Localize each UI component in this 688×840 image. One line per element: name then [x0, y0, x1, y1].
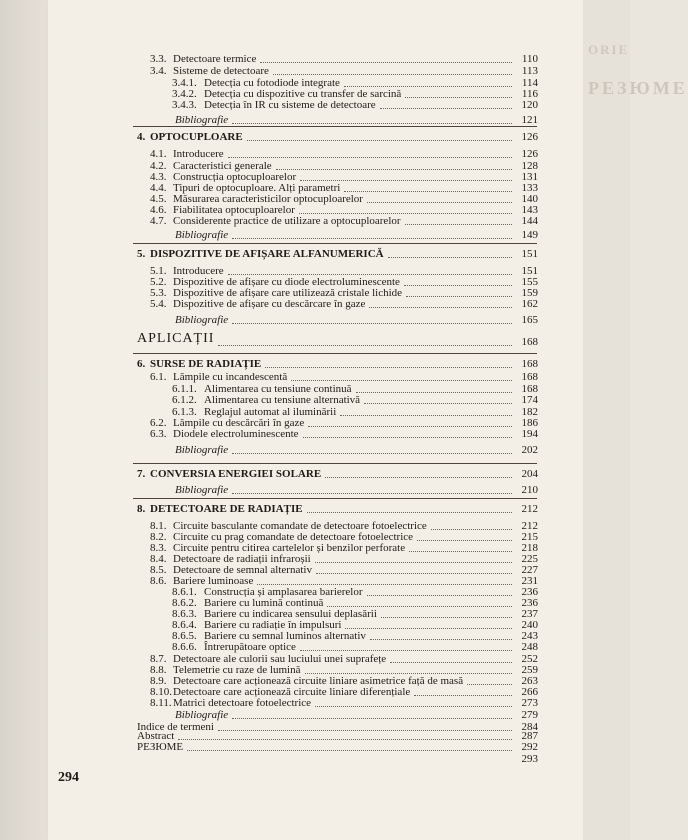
toc-number: 5.1. — [150, 265, 167, 277]
toc-page-number: 293 — [521, 753, 538, 765]
toc-number: 4.7. — [150, 215, 167, 227]
toc-number: 6.1.3. — [172, 406, 197, 418]
leader-dots — [187, 750, 512, 751]
toc-title: Introducere — [173, 265, 224, 277]
toc-page-number: 126 — [521, 148, 538, 160]
toc-entry — [137, 741, 183, 753]
leader-dots — [406, 296, 512, 297]
toc-entry — [150, 53, 256, 65]
toc-page-number: 144 — [521, 215, 538, 227]
toc-entry — [150, 697, 311, 709]
leader-dots — [273, 74, 512, 75]
bibliography-label: Bibliografie — [175, 229, 229, 241]
toc-number: 6. — [137, 358, 146, 370]
leader-dots — [307, 512, 512, 513]
toc-title: Fiabilitatea optocuploarelor — [173, 204, 295, 216]
toc-page-number: 236 — [521, 597, 538, 609]
toc-page-number: 168 — [521, 358, 538, 370]
facing-page-edge — [583, 0, 630, 840]
leader-dots — [356, 392, 512, 393]
leader-dots — [260, 62, 512, 63]
toc-number: 5.3. — [150, 287, 167, 299]
toc-page-number: 292 — [521, 741, 538, 753]
leader-dots — [308, 426, 512, 427]
toc-page-number: 237 — [521, 608, 538, 620]
chapter-title: DETECTOARE DE RADIAȚIE — [150, 503, 303, 515]
toc-page-number: 279 — [521, 709, 538, 721]
leader-dots — [340, 415, 512, 416]
toc-page-number: 225 — [521, 553, 538, 565]
toc-title: Detecția cu fotodiode integrate — [204, 77, 340, 89]
toc-title: Abstract — [137, 730, 175, 742]
bibliography-label: Bibliografie — [175, 114, 229, 126]
toc-page-number: 168 — [521, 371, 538, 383]
toc-number: 8.6.2. — [172, 597, 197, 609]
toc-number: 3.4. — [150, 65, 167, 77]
toc-number: 5. — [137, 248, 146, 260]
section-divider — [133, 498, 537, 499]
toc-number: 8.4. — [150, 553, 167, 565]
bibliography-label: Bibliografie — [175, 314, 229, 326]
toc-number: 8.10. — [150, 686, 172, 698]
toc-number: 6.2. — [150, 417, 167, 429]
toc-number: 6.1.2. — [172, 394, 197, 406]
toc-number: 8. — [137, 503, 146, 515]
toc-page-number: 114 — [521, 77, 538, 89]
toc-title: Întrerupătoare optice — [204, 641, 296, 653]
leader-dots — [228, 157, 512, 158]
toc-page-number: 240 — [521, 619, 538, 631]
leader-dots — [364, 403, 512, 404]
section-divider — [133, 126, 537, 127]
toc-title: Detectoare termice — [173, 53, 257, 65]
toc-page-number: 159 — [521, 287, 538, 299]
toc-title: Lămpile cu incandescentă — [173, 371, 288, 383]
toc-entry — [137, 468, 321, 480]
toc-title: Caracteristici generale — [173, 160, 272, 172]
toc-title: Construcția optocuploarelor — [173, 171, 297, 183]
leader-dots — [325, 477, 512, 478]
toc-title: Tipuri de optocuploare. Alți parametri — [173, 182, 341, 194]
toc-number: 8.6.4. — [172, 619, 197, 631]
toc-title: Dispozitive de afișare cu diode electroluminescente — [173, 276, 400, 288]
toc-number: 6.1.1. — [172, 383, 197, 395]
toc-title: Bariere cu radiație în impulsuri — [204, 619, 342, 631]
toc-entry — [137, 503, 303, 515]
toc-entry — [175, 444, 228, 456]
toc-title: Diodele electroluminescente — [173, 428, 299, 440]
toc-page-number: 113 — [521, 65, 538, 77]
toc-number: 4.3. — [150, 171, 167, 183]
toc-entry — [137, 358, 261, 370]
leader-dots — [405, 224, 512, 225]
toc-page-number: 121 — [521, 114, 538, 126]
page-number: 294 — [58, 770, 79, 785]
toc-number: 8.6.6. — [172, 641, 197, 653]
toc-page-number: 248 — [521, 641, 538, 653]
toc-page-number: 252 — [521, 653, 538, 665]
toc-page-number: 284 — [521, 721, 538, 733]
toc-title: Construcția și amplasarea barierelor — [204, 586, 363, 598]
toc-number: 4.4. — [150, 182, 167, 194]
leader-dots — [367, 202, 512, 203]
leader-dots — [367, 595, 512, 596]
toc-page-number: 116 — [521, 88, 538, 100]
toc-number: 8.7. — [150, 653, 167, 665]
leader-dots — [345, 628, 512, 629]
toc-number: 4.6. — [150, 204, 167, 216]
toc-title: Reglajul automat al iluminării — [204, 406, 337, 418]
leader-dots — [232, 323, 512, 324]
toc-entry — [137, 333, 214, 345]
toc-title: APLICAȚII — [137, 331, 215, 346]
toc-title: Alimentarea cu tensiune continuă — [204, 383, 352, 395]
leader-dots — [467, 684, 512, 685]
toc-title: PEЗЮМЕ — [137, 741, 184, 753]
toc-page-number: 231 — [521, 575, 538, 587]
leader-dots — [247, 140, 512, 141]
toc-entry — [150, 65, 269, 77]
leader-dots — [232, 123, 512, 124]
toc-page-number: 243 — [521, 630, 538, 642]
toc-title: Considerente practice de utilizare a optocuploarelor — [173, 215, 401, 227]
toc-page-number: 151 — [521, 248, 538, 260]
toc-number: 8.6.3. — [172, 608, 197, 620]
leader-dots — [232, 453, 512, 454]
toc-page-number: 202 — [521, 444, 538, 456]
leader-dots — [344, 86, 512, 87]
leader-dots — [305, 673, 513, 674]
toc-title: Detecția în IR cu sisteme de detectoare — [204, 99, 376, 111]
toc-title: Detecția cu dispozitive cu transfer de sarcină — [204, 88, 402, 100]
toc-entry — [150, 371, 287, 383]
toc-page-number: 210 — [521, 484, 538, 496]
leader-dots — [409, 551, 512, 552]
leader-dots — [291, 380, 512, 381]
leader-dots — [218, 345, 512, 346]
leader-dots — [414, 695, 512, 696]
toc-title: Bariere cu lumină continuă — [204, 597, 324, 609]
toc-page-number: 131 — [521, 171, 538, 183]
toc-page-number: 273 — [521, 697, 538, 709]
toc-page-number: 120 — [521, 99, 538, 111]
toc-entry — [175, 709, 228, 721]
toc-title: Sisteme de detectoare — [173, 65, 269, 77]
toc-page-number: 194 — [521, 428, 538, 440]
toc-number: 5.2. — [150, 276, 167, 288]
leader-dots — [431, 529, 512, 530]
toc-entry — [150, 298, 365, 310]
toc-number: 8.2. — [150, 531, 167, 543]
toc-title: Indice de termeni — [137, 721, 214, 733]
leader-dots — [232, 493, 512, 494]
toc-number: 8.8. — [150, 664, 167, 676]
toc-page-number: 186 — [521, 417, 538, 429]
toc-number: 4. — [137, 131, 146, 143]
toc-page-number: 182 — [521, 406, 538, 418]
leader-dots — [257, 584, 512, 585]
chapter-title: SURSE DE RADIAȚIE — [150, 358, 262, 370]
toc-entry — [172, 394, 360, 406]
toc-page-number: 149 — [521, 229, 538, 241]
toc-page-number: 174 — [521, 394, 538, 406]
toc-page-number: 165 — [521, 314, 538, 326]
leader-dots — [390, 662, 512, 663]
toc-page-number: 143 — [521, 204, 538, 216]
leader-dots — [315, 706, 512, 707]
toc-number: 4.5. — [150, 193, 167, 205]
leader-dots — [388, 257, 512, 258]
toc-number: 3.4.2. — [172, 88, 197, 100]
toc-page-number: 162 — [521, 298, 538, 310]
toc-entry — [175, 484, 228, 496]
section-divider — [133, 463, 537, 464]
toc-page-number: 168 — [521, 383, 538, 395]
toc-title: Detectoare ale culorii sau luciului unei suprafețe — [173, 653, 387, 665]
toc-page-number: 287 — [521, 730, 538, 742]
toc-number: 8.1. — [150, 520, 167, 532]
toc-entry — [175, 314, 228, 326]
toc-page-number: 204 — [521, 468, 538, 480]
toc-page-number: 155 — [521, 276, 538, 288]
toc-page-number: 110 — [521, 53, 538, 65]
toc-title: Dispozitive de afișare care utilizează cristale lichide — [173, 287, 403, 299]
toc-number: 8.6.1. — [172, 586, 197, 598]
toc-number: 8.11. — [150, 697, 172, 709]
leader-dots — [300, 180, 512, 181]
toc-number: 3.3. — [150, 53, 167, 65]
toc-page-number: 236 — [521, 586, 538, 598]
scan-background-left — [0, 0, 48, 840]
bibliography-label: Bibliografie — [175, 484, 229, 496]
toc-title: Detectoare de semnal alternativ — [173, 564, 312, 576]
leader-dots — [315, 562, 512, 563]
toc-entry — [137, 248, 384, 260]
leader-dots — [369, 307, 512, 308]
toc-entry — [150, 428, 299, 440]
toc-page-number: 151 — [521, 265, 538, 277]
facing-page-ghost-heading: PEЗЮМЕ — [588, 78, 688, 98]
toc-title: Matrici detectoare fotoelectrice — [173, 697, 312, 709]
toc-title: Alimentarea cu tensiune alternativă — [204, 394, 361, 406]
leader-dots — [370, 639, 512, 640]
toc-page-number: 259 — [521, 664, 538, 676]
leader-dots — [265, 367, 512, 368]
toc-page-number: 128 — [521, 160, 538, 172]
toc-title: Circuite basculante comandate de detectoare fotoelectrice — [173, 520, 427, 532]
toc-page-number: 212 — [521, 520, 538, 532]
chapter-title: OPTOCUPLOARE — [150, 131, 243, 143]
toc-title: Detectoare de radiații infraroșii — [173, 553, 311, 565]
toc-title: Introducere — [173, 148, 224, 160]
leader-dots — [381, 617, 512, 618]
leader-dots — [380, 108, 512, 109]
toc-title: Detectoare care acționează circuite liniare asimetrice față de masă — [173, 675, 464, 687]
toc-title: Lămpile cu descărcări în gaze — [173, 417, 305, 429]
bibliography-label: Bibliografie — [175, 444, 229, 456]
toc-title: Bariere cu indicarea sensului deplasării — [204, 608, 377, 620]
toc-number: 3.4.1. — [172, 77, 197, 89]
toc-title: Măsurarea caracteristicilor optocuploarelor — [173, 193, 363, 205]
section-divider — [133, 243, 537, 244]
toc-number: 8.3. — [150, 542, 167, 554]
toc-page-number: 126 — [521, 131, 538, 143]
chapter-title: DISPOZITIVE DE AFIȘARE ALFANUMERICĂ — [150, 248, 384, 260]
toc-number: 4.1. — [150, 148, 167, 160]
toc-number: 8.6.5. — [172, 630, 197, 642]
leader-dots — [300, 650, 512, 651]
toc-page-number: 168 — [521, 336, 538, 348]
chapter-title: CONVERSIA ENERGIEI SOLARE — [150, 468, 322, 480]
toc-title: Circuite cu prag comandate de detectoare fotoelectrice — [173, 531, 414, 543]
leader-dots — [417, 540, 512, 541]
toc-title: Telemetrie cu raze de lumină — [173, 664, 301, 676]
toc-entry — [172, 99, 376, 111]
toc-page-number: 227 — [521, 564, 538, 576]
leader-dots — [344, 191, 512, 192]
bibliography-label: Bibliografie — [175, 709, 229, 721]
leader-dots — [299, 213, 512, 214]
leader-dots — [404, 285, 512, 286]
toc-title: Detectoare care acționează circuite liniare diferențiale — [173, 686, 411, 698]
toc-number: 8.5. — [150, 564, 167, 576]
toc-page-number: 133 — [521, 182, 538, 194]
toc-title: Bariere cu semnal luminos alternativ — [204, 630, 366, 642]
leader-dots — [228, 274, 512, 275]
leader-dots — [405, 97, 512, 98]
toc-entry — [175, 229, 228, 241]
leader-dots — [218, 730, 512, 731]
toc-entry — [150, 215, 401, 227]
leader-dots — [276, 169, 512, 170]
toc-entry — [150, 148, 224, 160]
toc-number: 6.1. — [150, 371, 167, 383]
toc-entry — [172, 641, 296, 653]
toc-page-number: 263 — [521, 675, 538, 687]
toc-number: 7. — [137, 468, 146, 480]
toc-entry — [137, 131, 243, 143]
toc-page-number: 140 — [521, 193, 538, 205]
toc-title: Bariere luminoase — [173, 575, 254, 587]
toc-title: Circuite pentru citirea cartelelor și benzilor perforate — [173, 542, 406, 554]
section-divider — [133, 353, 537, 354]
toc-number: 8.6. — [150, 575, 167, 587]
leader-dots — [232, 718, 512, 719]
toc-number: 3.4.3. — [172, 99, 197, 111]
leader-dots — [303, 437, 512, 438]
toc-page-number: 215 — [521, 531, 538, 543]
toc-number: 4.2. — [150, 160, 167, 172]
leader-dots — [327, 606, 512, 607]
toc-number: 8.9. — [150, 675, 167, 687]
toc-page-number: 212 — [521, 503, 538, 515]
facing-page-ghost-text: ORIE — [588, 42, 630, 57]
leader-dots — [178, 739, 512, 740]
toc-entry — [175, 114, 228, 126]
leader-dots — [232, 238, 512, 239]
toc-page-number: 218 — [521, 542, 538, 554]
toc-number: 6.3. — [150, 428, 167, 440]
leader-dots — [316, 573, 512, 574]
toc-title: Dispozitive de afișare cu descărcare în gaze — [173, 298, 366, 310]
toc-number: 5.4. — [150, 298, 167, 310]
toc-page-number: 266 — [521, 686, 538, 698]
